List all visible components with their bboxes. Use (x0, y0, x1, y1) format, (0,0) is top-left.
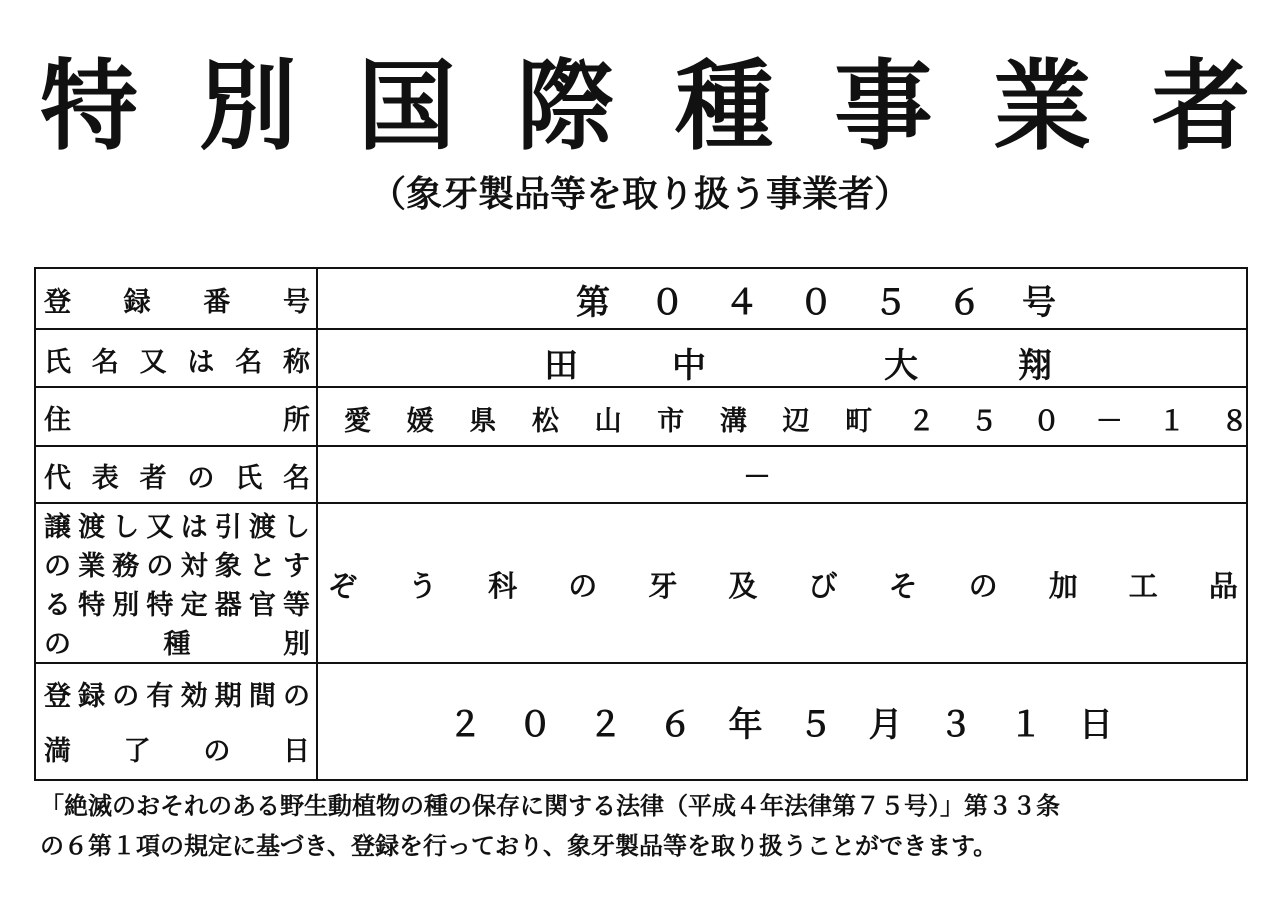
name-row (36, 330, 1246, 388)
label-char: の (203, 735, 231, 767)
value-char: 溝 (719, 405, 747, 437)
document-subtitle: （象牙製品等を取り扱う事業者） (369, 174, 910, 215)
label-char: 別 (112, 589, 140, 621)
label-char: 代 (44, 462, 71, 494)
value-char: ぞ (328, 568, 358, 603)
value-char: ５ (873, 282, 908, 323)
label-char: 了 (123, 735, 151, 767)
label-char: の (44, 550, 71, 582)
value-char: 町 (845, 405, 873, 437)
value-char: 日 (1078, 704, 1113, 745)
value-char: ６ (658, 704, 693, 745)
value-char: 年 (728, 704, 763, 745)
label-char: し (282, 511, 310, 543)
registration-number-row (36, 269, 1246, 330)
value-char: 山 (594, 405, 622, 437)
label-char: の (44, 628, 71, 660)
value-char: ２ (588, 704, 623, 745)
label-char: 種 (163, 628, 191, 660)
item-type-row (36, 504, 1246, 664)
title-char: 別 (198, 50, 297, 164)
value-char: ２ (448, 704, 482, 745)
label-char: 象 (214, 550, 242, 582)
label-char: 名 (91, 346, 119, 378)
value-char: 及 (728, 568, 758, 603)
value-char: 媛 (406, 405, 434, 437)
label-char: 録 (123, 286, 151, 318)
label-char: る (44, 589, 71, 621)
label-char: 号 (282, 286, 310, 318)
label-char: 等 (282, 589, 310, 621)
value-char: ４ (724, 282, 759, 323)
value-char: 辺 (782, 405, 810, 437)
label-char: 務 (112, 550, 140, 582)
value-char: １ (1158, 405, 1186, 437)
label-char: 対 (180, 550, 208, 582)
legal-notice-line: の６第１項の規定に基づき、登録を行っており、象牙製品等を取り扱うことができます。 (40, 832, 998, 860)
label-char: 特 (146, 589, 174, 621)
value-char: － (1095, 405, 1123, 437)
label-char: 又 (139, 346, 167, 378)
label-char: 期 (214, 680, 242, 712)
title-char: 者 (1151, 50, 1250, 164)
label-char: 定 (180, 589, 208, 621)
label-char: す (282, 550, 310, 582)
representative-label (36, 447, 318, 502)
value-char: ２ (907, 405, 935, 437)
value-char: そ (888, 568, 918, 603)
title-char: 国 (357, 50, 456, 164)
label-char: 氏 (235, 462, 263, 494)
title-char: 際 (516, 50, 615, 164)
value-char: う (408, 568, 438, 603)
label-char: 日 (282, 735, 310, 767)
name-label (36, 330, 318, 386)
expiry-label (36, 664, 318, 779)
label-char: 渡 (248, 511, 276, 543)
representative-row (36, 447, 1246, 504)
label-char: 有 (146, 680, 174, 712)
representative-value (318, 447, 1246, 502)
registration-number-value (318, 269, 1246, 328)
label-char: 効 (180, 680, 208, 712)
name-char: 大 (884, 346, 918, 386)
name-char: 田 (544, 346, 578, 386)
label-char: 満 (44, 735, 71, 767)
value-char: 市 (657, 405, 685, 437)
label-char: の (146, 550, 174, 582)
label-char: 特 (78, 589, 106, 621)
value-char: １ (1008, 704, 1043, 745)
value-char: ５ (798, 704, 833, 745)
label-char: 名 (282, 462, 310, 494)
label-char: は (180, 511, 208, 543)
document-title (40, 52, 1250, 162)
label-char: 業 (78, 550, 106, 582)
registration-number-label (36, 269, 318, 328)
title-char: 種 (675, 50, 774, 164)
value-char: 愛 (344, 405, 371, 437)
value-char: 工 (1128, 568, 1158, 603)
value-char: ０ (650, 282, 685, 323)
label-char: の (187, 462, 215, 494)
title-char: 事 (834, 50, 933, 164)
name-char: 翔 (1018, 346, 1052, 386)
label-char: 氏 (44, 346, 71, 378)
value-char: 科 (488, 568, 518, 603)
label-char: 器 (214, 589, 242, 621)
item-type-value (318, 504, 1246, 662)
value-char: 松 (531, 405, 559, 437)
value-char: 月 (868, 704, 903, 745)
value-char: の (568, 568, 598, 603)
name-value (318, 330, 1246, 386)
value-char: び (808, 568, 838, 603)
label-char: 番 (203, 286, 231, 318)
label-char: 別 (283, 628, 310, 660)
value-char: ０ (518, 704, 553, 745)
value-char: 号 (1021, 282, 1056, 323)
value-char: 品 (1208, 568, 1238, 603)
legal-notice (40, 786, 1250, 866)
registration-form-table (34, 267, 1248, 781)
value-char: 加 (1048, 568, 1078, 603)
value-char: ５ (970, 405, 998, 437)
label-char: 官 (248, 589, 276, 621)
label-char: 所 (283, 404, 310, 436)
representative-dash: － (743, 460, 772, 493)
label-char: 譲 (44, 511, 71, 543)
label-char: 又 (146, 511, 174, 543)
label-char: 引 (214, 511, 242, 543)
title-char: 業 (993, 50, 1092, 164)
address-row (36, 388, 1246, 447)
value-char: 牙 (648, 568, 678, 603)
label-char: 表 (91, 462, 119, 494)
item-type-label (36, 504, 318, 662)
value-char: ８ (1220, 405, 1248, 437)
label-char: の (282, 680, 310, 712)
expiry-row (36, 664, 1246, 779)
value-char: ０ (1033, 405, 1061, 437)
title-char: 特 (40, 50, 139, 164)
value-char: ０ (798, 282, 833, 323)
label-char: は (187, 346, 215, 378)
address-label (36, 388, 318, 445)
address-value (318, 388, 1246, 445)
label-char: 渡 (78, 511, 106, 543)
label-char: 登 (44, 286, 71, 318)
label-char: 登 (44, 680, 71, 712)
name-char: 中 (672, 346, 706, 386)
label-char: 録 (78, 680, 106, 712)
value-char: ３ (938, 704, 973, 745)
label-char: 住 (44, 404, 71, 436)
label-char: と (248, 550, 276, 582)
value-char: 県 (469, 405, 497, 437)
value-char: の (968, 568, 998, 603)
label-char: 称 (282, 346, 310, 378)
expiry-value (318, 664, 1246, 779)
value-char: ６ (947, 282, 982, 323)
label-char: の (112, 680, 140, 712)
value-char: 第 (576, 282, 610, 323)
legal-notice-line: 「絶滅のおそれのある野生動植物の種の保存に関する法律（平成４年法律第７５号）」第３３条 (40, 792, 1060, 820)
label-char: 者 (139, 462, 167, 494)
label-char: し (112, 511, 140, 543)
label-char: 名 (235, 346, 263, 378)
label-char: 間 (248, 680, 276, 712)
